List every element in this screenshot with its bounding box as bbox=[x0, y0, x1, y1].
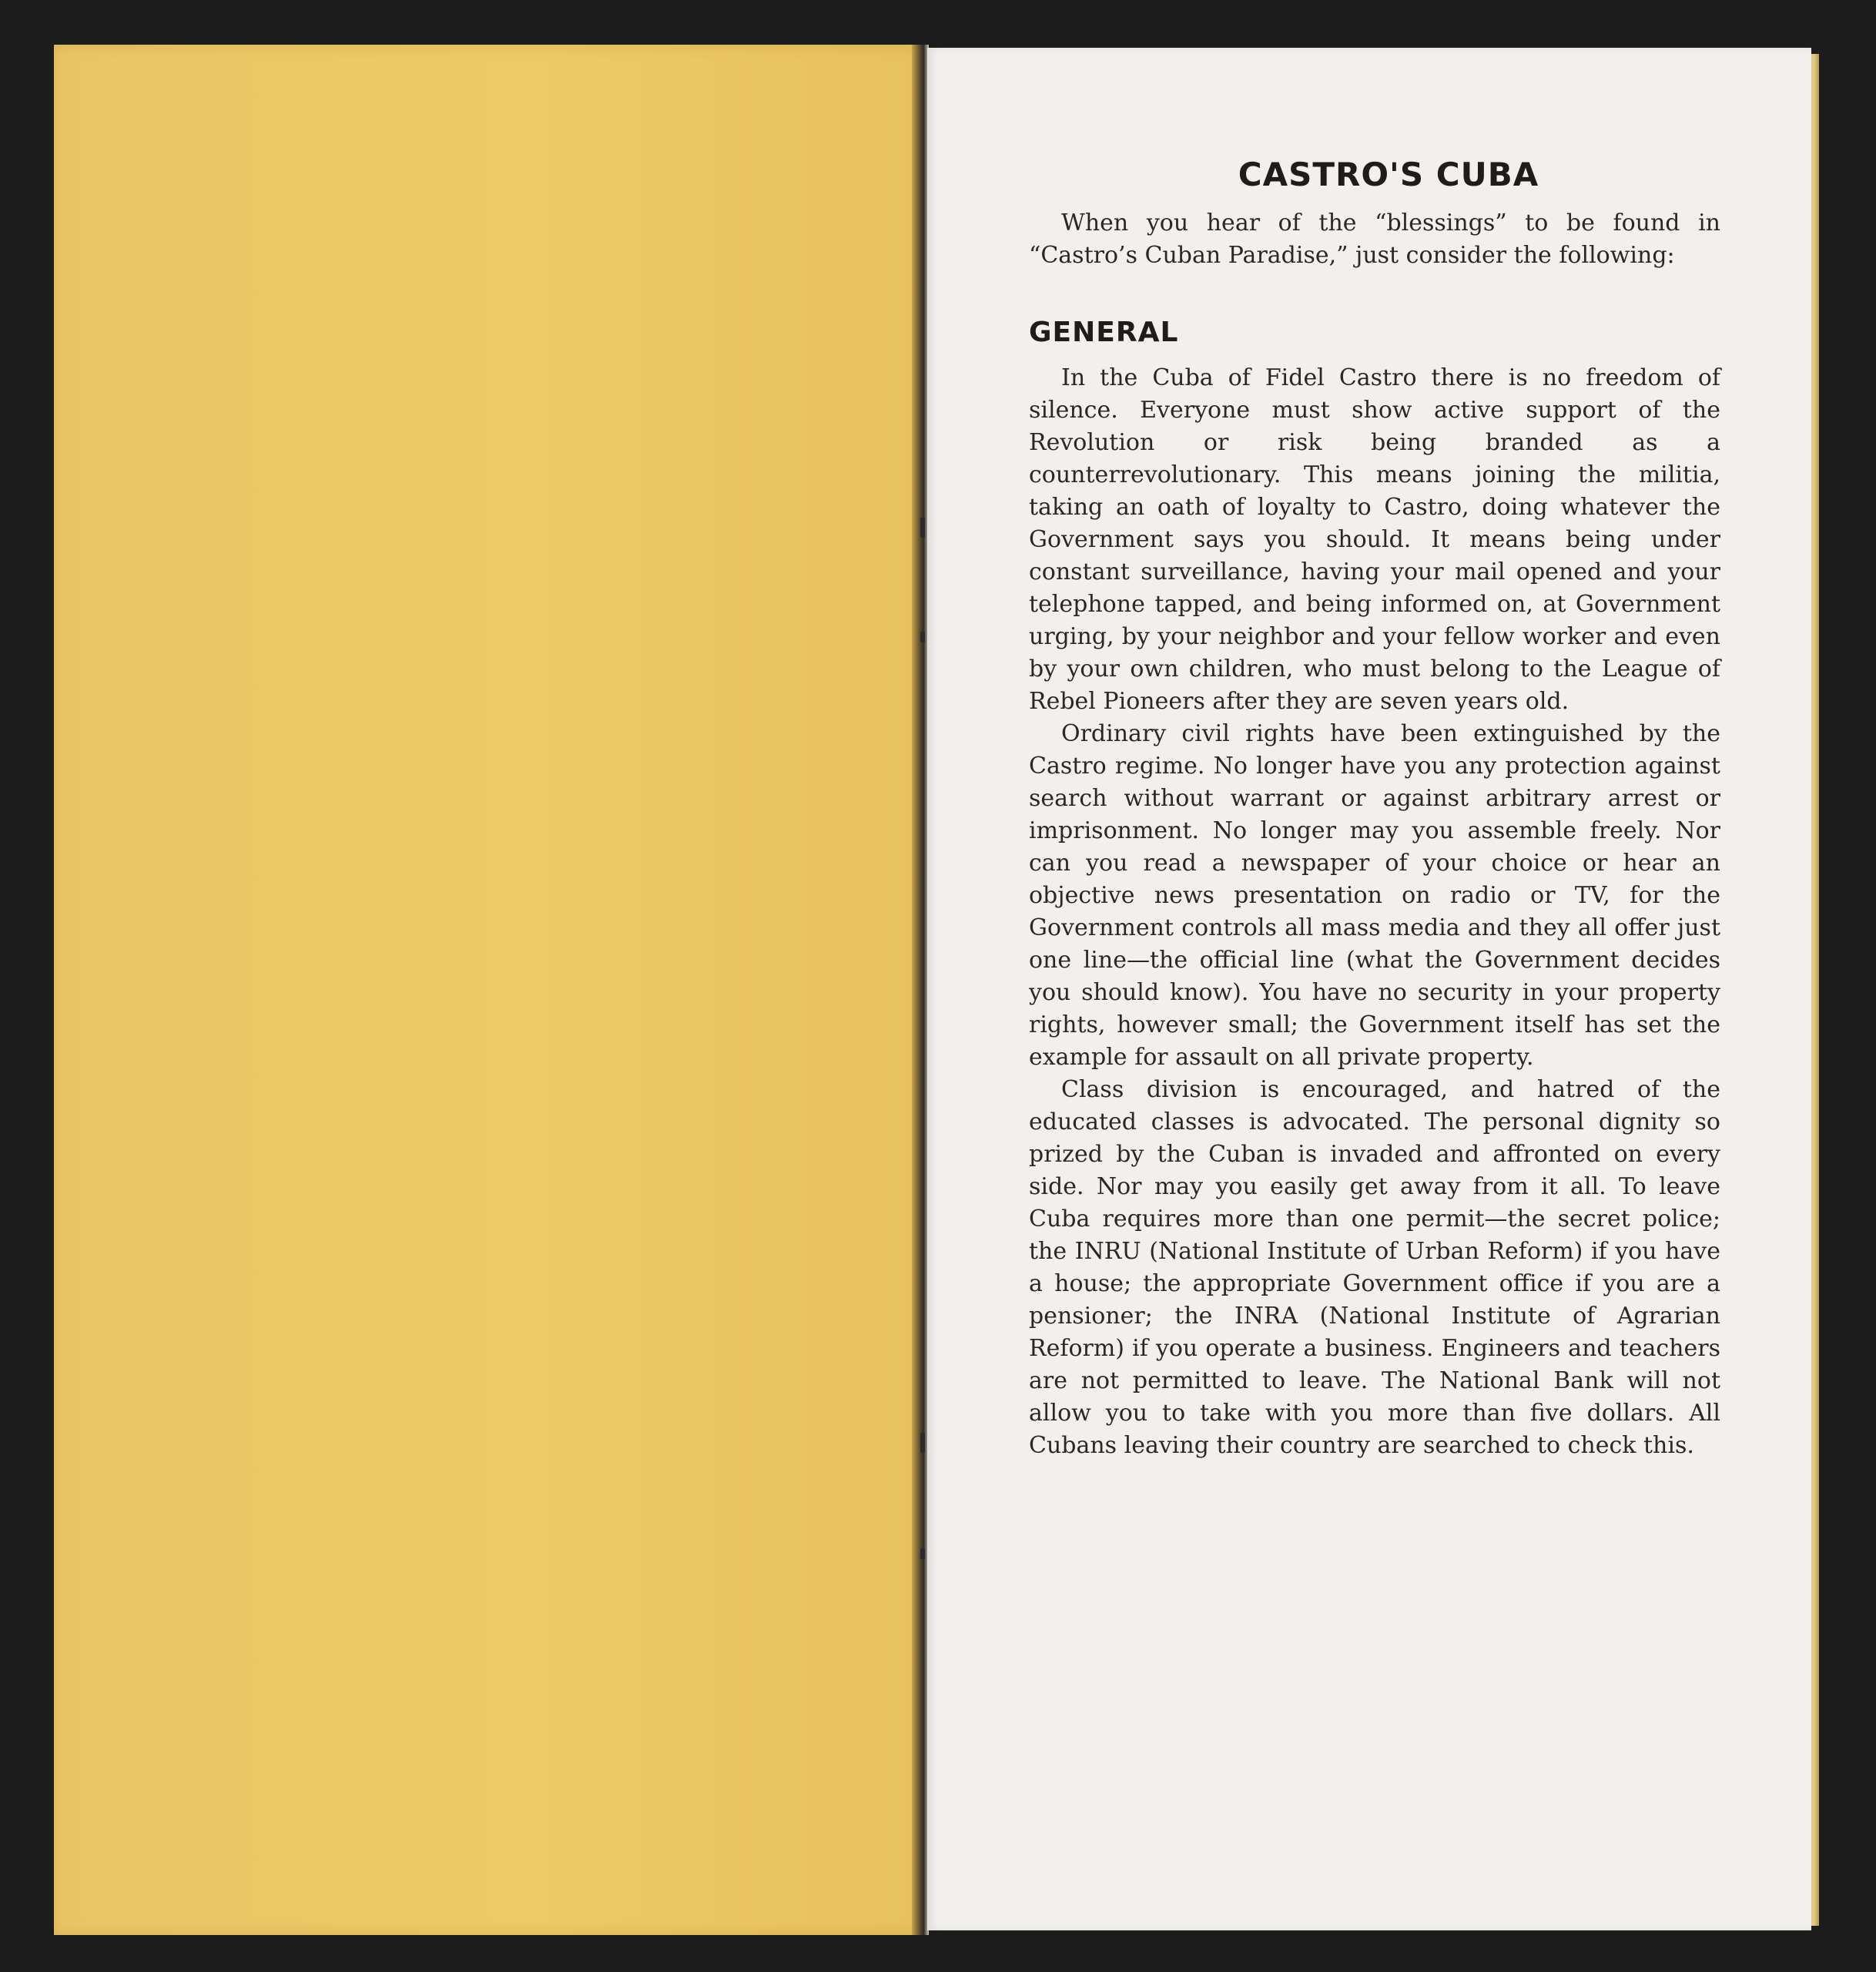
staple-mark bbox=[920, 632, 925, 642]
intro-paragraph: When you hear of the “blessings” to be found in “Castro’s Cuban Paradise,” just consider the following: bbox=[1029, 210, 1720, 269]
text-page bbox=[927, 48, 1811, 1930]
section-heading: GENERAL bbox=[1029, 317, 1179, 348]
body-paragraph: Class division is encouraged, and hatred of the educated classes is advocated. The personal dignity so prized by the Cuban is invaded and affronted on every side. Nor may you easily get away from it all. To leave Cuba requires more than one permit—the secret police; the INRU (National Institute of Urban Reform) if you have a house; the appropriate Government office if you are a pensioner; the INRA (National Institute of Agrarian Reform) if you operate a business. Engineers and teachers are not permitted to leave. The National Bank will not allow you to take with you more than five dollars. All Cubans leaving their country are searched to check this. bbox=[1029, 1076, 1720, 1459]
body-paragraph: Ordinary civil rights have been extinguished by the Castro regime. No longer have you any protection against search without warrant or against arbitrary arrest or imprisonment. No longer may you assemble freely. Nor can you read a newspaper of your choice or hear an objective news presentation on radio or TV, for the Government controls all mass media and they all offer just one line—the official line (what the Government decides you should know). You have no security in your property rights, however small; the Government itself has set the example for assault on all private property. bbox=[1029, 720, 1720, 1071]
staple-mark bbox=[920, 1548, 925, 1559]
page-title: CASTRO'S CUBA bbox=[1238, 156, 1539, 193]
binding-gutter bbox=[912, 45, 929, 1935]
yellow-cover-page bbox=[54, 45, 921, 1935]
staple-mark bbox=[920, 1433, 925, 1453]
staple-mark bbox=[920, 518, 925, 538]
page-text-block bbox=[1029, 156, 1720, 1462]
body-paragraph: In the Cuba of Fidel Castro there is no freedom of silence. Everyone must show active support of the Revolution or risk being branded as a counterrevolutionary. This means joining the militia, taking an oath of loyalty to Castro, doing whatever the Government says you should. It means being under constant surveillance, having your mail opened and your telephone tapped, and being informed on, at Government urging, by your neighbor and your fellow worker and even by your own children, who must belong to the League of Rebel Pioneers after they are seven years old. bbox=[1029, 364, 1720, 715]
